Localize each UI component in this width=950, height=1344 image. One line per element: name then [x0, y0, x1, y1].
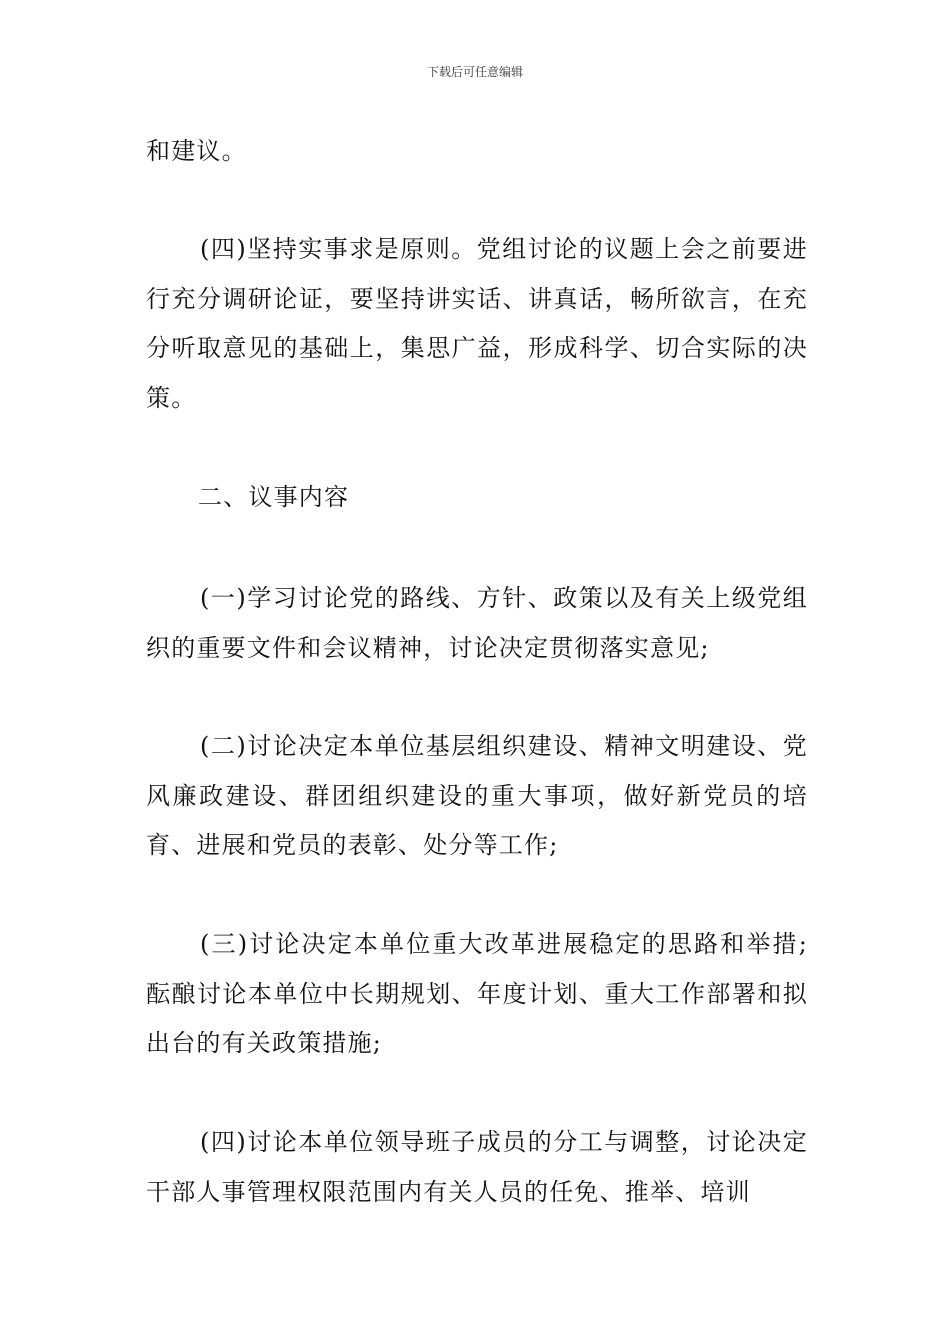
paragraph-content-4: (四)讨论本单位领导班子成员的分工与调整，讨论决定干部人事管理权限范围内有关人员的任免、推举、培训 — [146, 1128, 808, 1206]
section-heading: 二、议事内容 — [198, 483, 350, 511]
paragraph-content-2: (二)讨论决定本单位基层组织建设、精神文明建设、党风廉政建设、群团组织建设的重大事项，做好新党员的培育、进展和党员的表彰、处分等工作; — [146, 732, 808, 859]
paragraph-continuation: 和建议。 — [146, 137, 247, 165]
paragraph-content-3: (三)讨论决定本单位重大改革进展稳定的思路和举措;酝酿讨论本单位中长期规划、年度计划、重大工作部署和拟出台的有关政策措施; — [146, 930, 808, 1057]
paragraph-content-1: (一)学习讨论党的路线、方针、政策以及有关上级党组织的重要文件和会议精神，讨论决定贯彻落实意见; — [146, 584, 808, 662]
paragraph-principle-4: (四)坚持实事求是原则。党组讨论的议题上会之前要进行充分调研论证，要坚持讲实话、讲真话，畅所欲言，在充分听取意见的基础上，集思广益，形成科学、切合实际的决策。 — [146, 235, 808, 412]
page-header: 下载后可任意编辑 — [426, 65, 523, 79]
